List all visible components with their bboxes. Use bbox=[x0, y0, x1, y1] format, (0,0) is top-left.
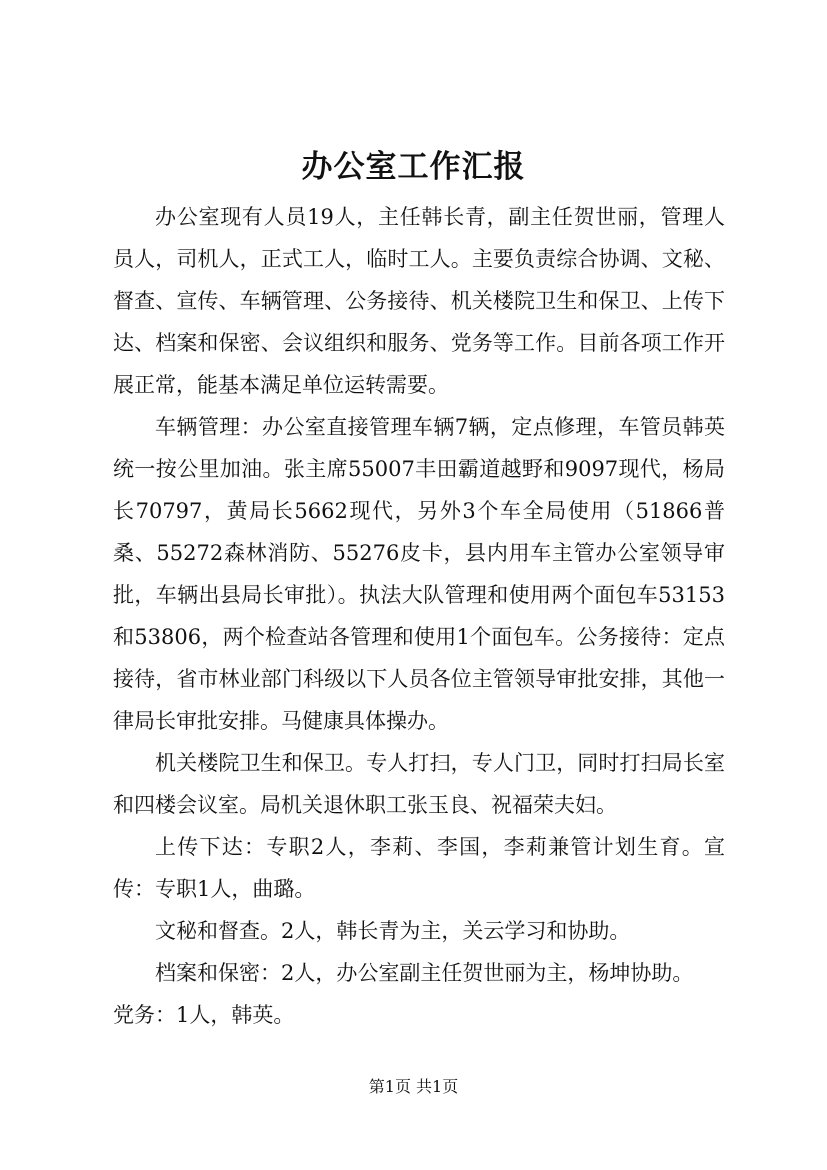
paragraph-archives: 档案和保密：2人，办公室副主任贺世丽为主，杨坤协助。 bbox=[155, 961, 694, 985]
paragraph-vehicle-management: 车辆管理：办公室直接管理车辆7辆，定点修理，车管员韩英统一按公里加油。张主席55007丰田霸道越野和9097现代，杨局长70797，黄局长5662现代，另外3个车全局使用（51866普桑、55272森林消防、55276皮卡，县内用车主管办公室领导审批，车辆出县局长审批）。执法大队管理和使用两个面包车53153和53806，两个检查站各管理和使用1个面包车。公务接待：定点接待，省市林业部门科级以下人员各位主管领导审批安排，其他一律局长审批安排。马健康具体操办。 bbox=[113, 415, 725, 733]
document-title: 办公室工作汇报 bbox=[301, 149, 526, 185]
paragraph-communication: 上传下达：专职2人，李莉、李国，李莉兼管计划生育。宣传：专职1人，曲璐。 bbox=[113, 835, 725, 901]
paragraph-party-affairs: 党务：1人，韩英。 bbox=[113, 1003, 295, 1027]
document-body bbox=[113, 196, 725, 1036]
paragraph-hygiene-security: 机关楼院卫生和保卫。专人打扫，专人门卫，同时打扫局长室和四楼会议室。局机关退休职工张玉良、祝福荣夫妇。 bbox=[113, 751, 725, 817]
page-footer: 第1页 共1页 bbox=[368, 1077, 459, 1096]
paragraph-overview: 办公室现有人员19人，主任韩长青，副主任贺世丽，管理人员人，司机人，正式工人，临时工人。主要负责综合协调、文秘、督查、宣传、车辆管理、公务接待、机关楼院卫生和保卫、上传下达、档案和保密、会议组织和服务、党务等工作。目前各项工作开展正常，能基本满足单位运转需要。 bbox=[113, 205, 725, 397]
paragraph-secretarial: 文秘和督查。2人，韩长青为主，关云学习和协助。 bbox=[155, 919, 631, 943]
